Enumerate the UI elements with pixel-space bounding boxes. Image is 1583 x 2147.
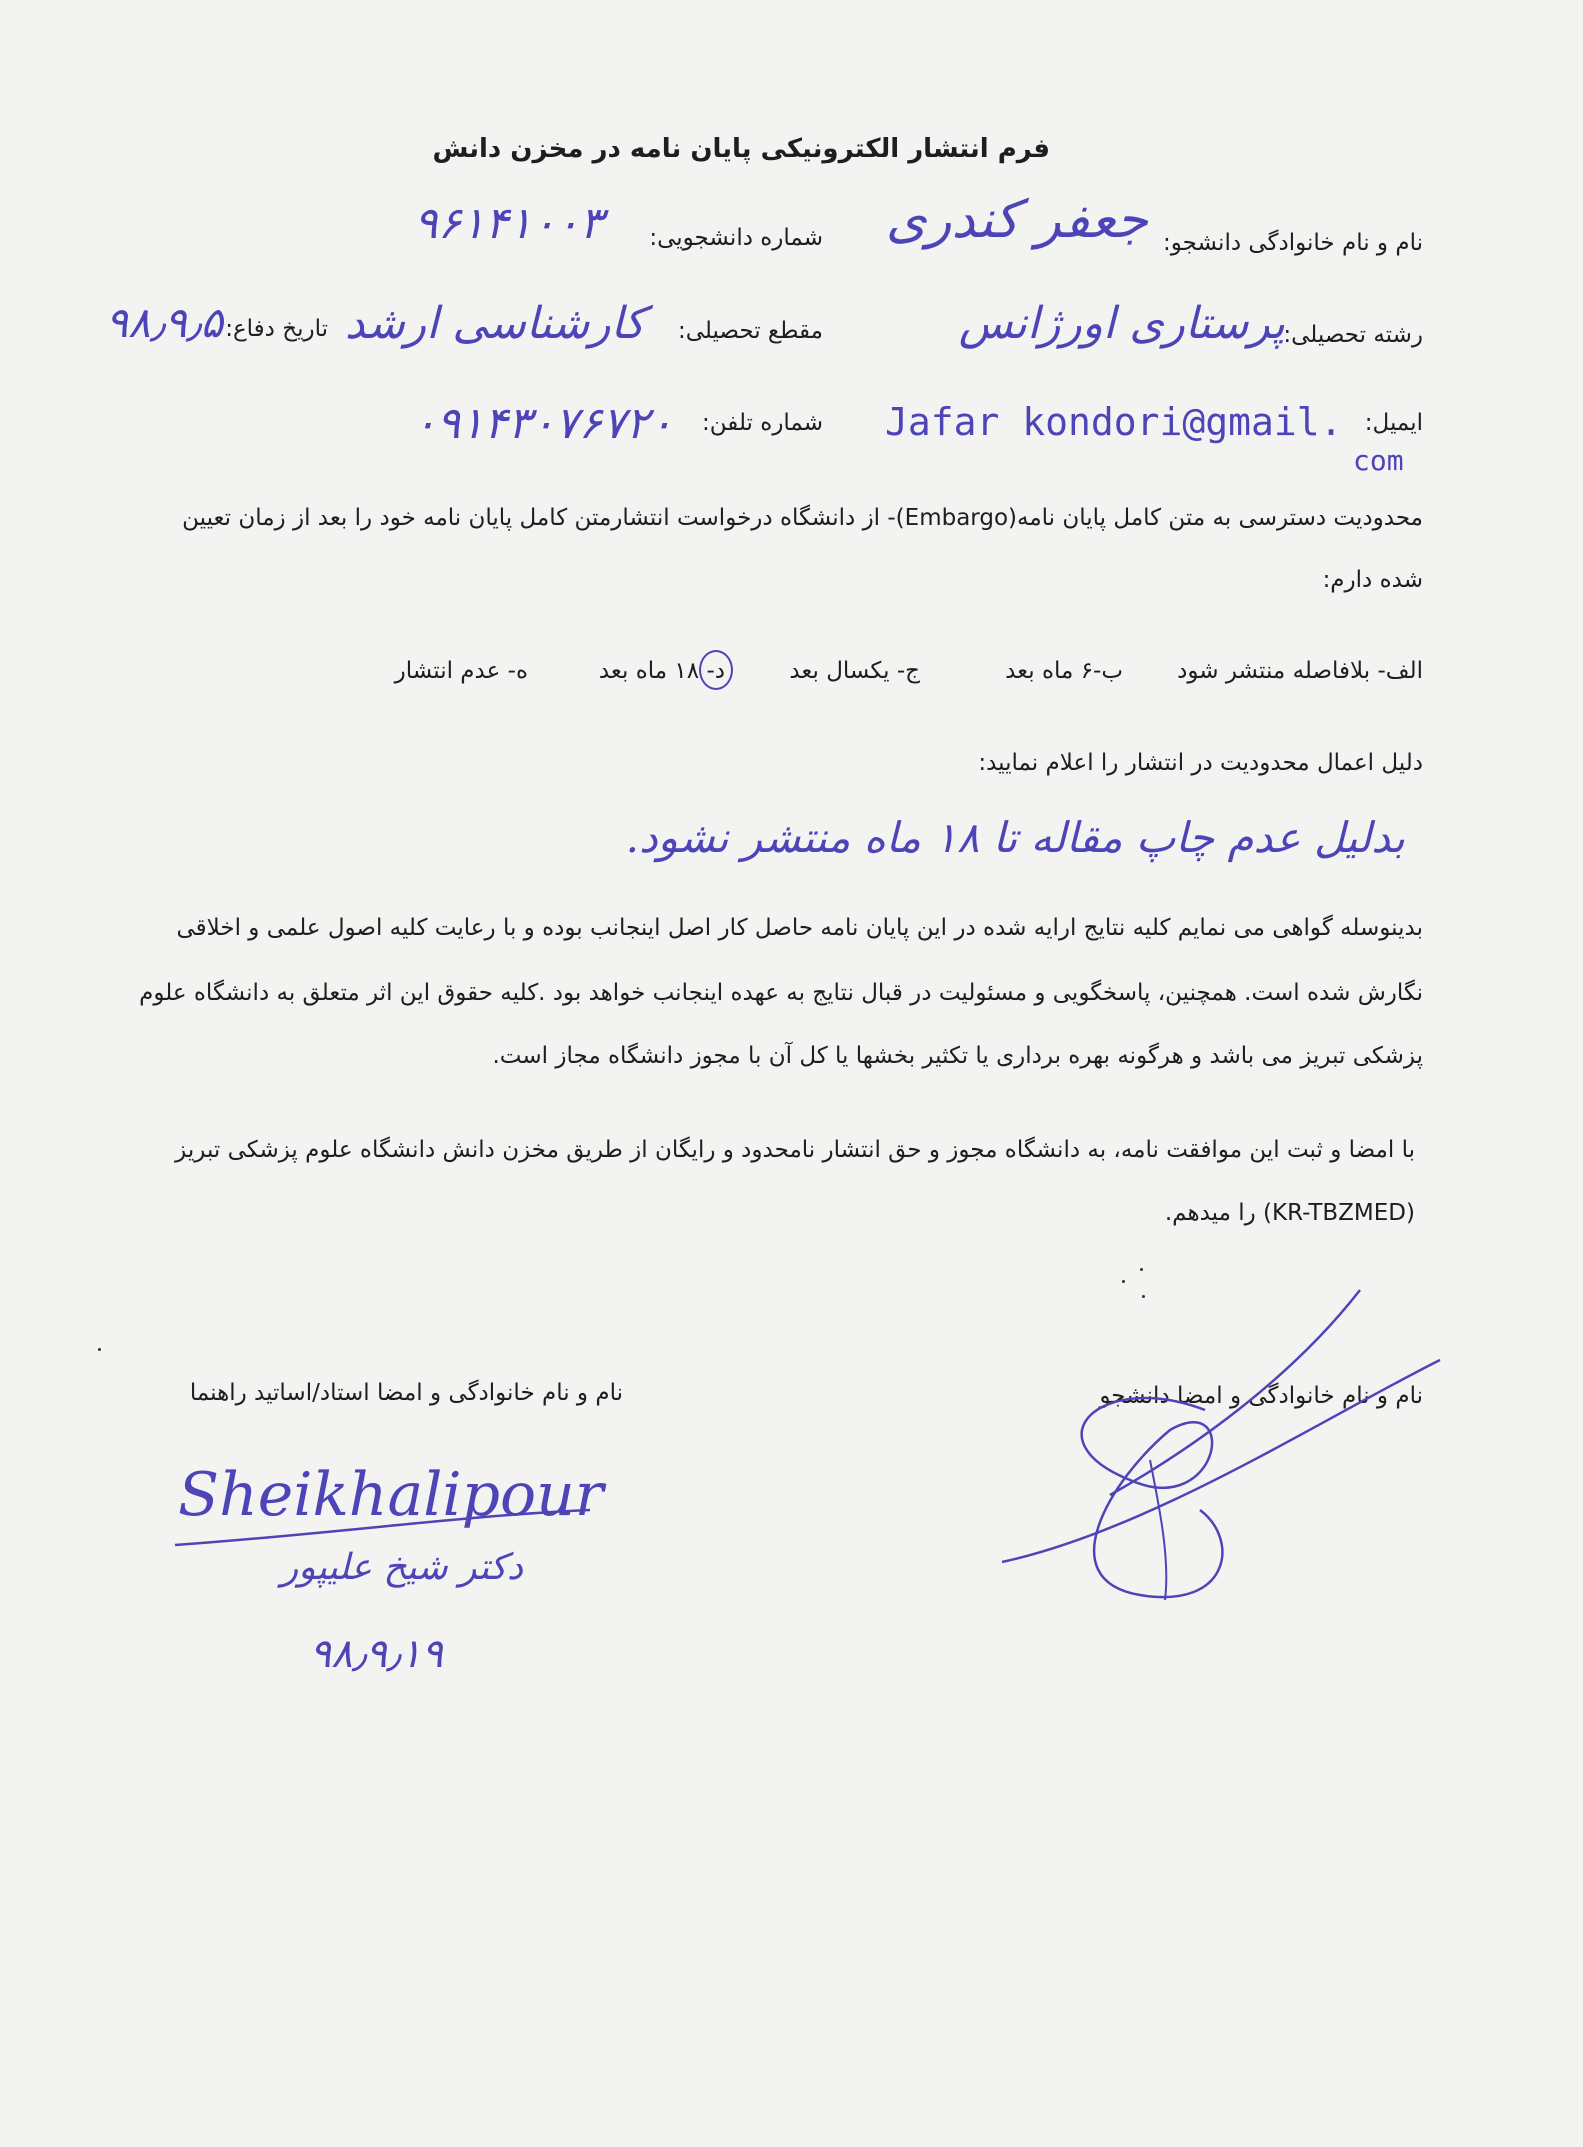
supervisor-signature-label: نام و نام خانوادگی و امضا استاد/اساتید راهنما — [189, 1380, 623, 1406]
field-value: پرستاری اورژانس — [958, 298, 1285, 349]
student-number-value: ۹۶۱۴۱۰۰۳ — [413, 198, 603, 249]
embargo-option-18-months: د- ۱۸ ماه بعد — [598, 658, 725, 684]
embargo-text-line2: شده دارم: — [1322, 567, 1423, 593]
declaration-line1: بدینوسله گواهی می نمایم کلیه نتایج ارایه شده در این پایان نامه حاصل کار اصل اینجانب بوده و با رعایت کلیه اصول علمی و اخلاقی — [176, 915, 1423, 941]
student-number-label: شماره دانشجویی: — [649, 225, 823, 251]
defense-date-label: تاریخ دفاع: — [225, 316, 328, 342]
declaration-line2: نگارش شده است. همچنین، پاسخگویی و مسئولیت در قبال نتایج به عهده اینجانب خواهد بود .کلیه حقوق این اثر متعلق به دانشگاه علوم — [139, 980, 1423, 1006]
reason-label: دلیل اعمال محدودیت در انتشار را اعلام نمایید: — [978, 750, 1423, 776]
email-suffix: com — [1353, 444, 1404, 477]
phone-value: ۰۹۱۴۳۰۷۶۷۲۰ — [413, 398, 673, 449]
student-name-label: نام و نام خانوادگی دانشجو: — [1163, 230, 1423, 256]
embargo-option-no-publish: ه- عدم انتشار — [394, 658, 528, 684]
student-name-value: جعفر کندری — [885, 190, 1148, 250]
student-signature — [990, 1280, 1460, 1620]
reason-value: بدلیل عدم چاپ مقاله تا ۱۸ ماه منتشر نشود. — [625, 813, 1405, 862]
selected-option-circle — [699, 650, 733, 690]
student-signature-label: نام و نام خانوادگی و امضا دانشجو — [1099, 1383, 1423, 1409]
form-title: فرم انتشار الکترونیکی پایان نامه در مخزن دانش — [432, 134, 1050, 164]
supervisor-name-latin: Sheikhalipour — [178, 1460, 604, 1530]
supervisor-date: ۹۸٫۹٫۱۹ — [309, 1631, 443, 1677]
email-value: Jafar kondori@gmail. — [885, 400, 1343, 444]
field-label: رشته تحصیلی: — [1283, 322, 1423, 348]
embargo-option-immediate: الف- بلافاصله منتشر شود — [1177, 658, 1423, 684]
consent-line2: (KR-TBZMED) را میدهم. — [1164, 1200, 1415, 1226]
supervisor-name-fa: دکتر شیخ علیپور — [280, 1547, 523, 1588]
embargo-option-1-year: ج- یکسال بعد — [789, 658, 920, 684]
degree-label: مقطع تحصیلی: — [677, 318, 823, 344]
consent-line1: با امضا و ثبت این موافقت نامه، به دانشگاه مجوز و حق انتشار نامحدود و رایگان از طریق مخزن دانش دانشگاه علوم پزشکی تبریز — [175, 1137, 1415, 1163]
embargo-option-6-months: ب-۶ ماه بعد — [1005, 658, 1123, 684]
embargo-text-line1: محدودیت دسترسی به متن کامل پایان نامه(Embargo)- از دانشگاه درخواست انتشارمتن کامل پایان نامه خود را بعد از زمان تعیین — [182, 505, 1423, 531]
declaration-line3: پزشکی تبریز می باشد و هرگونه بهره برداری یا تکثیر بخشها یا کل آن با مجوز دانشگاه مجاز است. — [492, 1043, 1423, 1069]
phone-label: شماره تلفن: — [702, 410, 823, 436]
defense-date-value: ۹۸٫۹٫۵ — [105, 298, 223, 347]
email-label: ایمیل: — [1364, 410, 1423, 436]
degree-value: کارشناسی ارشد — [344, 298, 645, 349]
